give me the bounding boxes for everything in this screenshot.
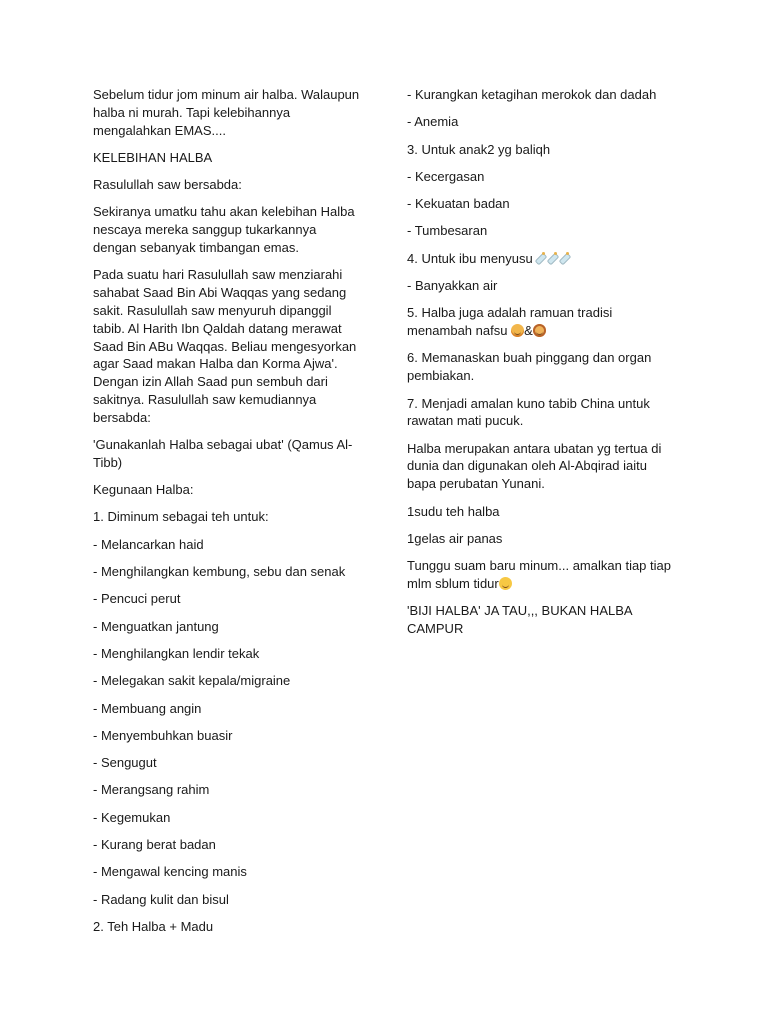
baby-bottle-icon — [545, 252, 557, 265]
paragraph: 1sudu teh halba — [407, 503, 500, 519]
list-item: - Menyembuhkan buasir — [93, 727, 233, 743]
list-item: - Melancarkan haid — [93, 536, 204, 552]
list-item: - Kurang berat badan — [93, 837, 216, 852]
left-column — [93, 86, 361, 945]
woman-face-icon — [533, 324, 546, 337]
paragraph — [407, 557, 679, 593]
list-item: - Radang kulit dan bisul — [93, 891, 229, 907]
list-heading — [407, 250, 679, 268]
list-item: - Menghilangkan kembung, sebu dan senak — [93, 564, 346, 580]
paragraph: Sebelum tidur jom minum air halba. Walaupun halba ni murah. Tapi kelebihannya mengalahkan EMAS.... — [93, 87, 360, 138]
paragraph: 'BIJI HALBA' JA TAU,,, BUKAN HALBA CAMPUR — [407, 603, 632, 637]
list-item: - Tumbesaran — [407, 223, 488, 239]
list-item: - Anemia — [407, 114, 459, 130]
paragraph: Sekiranya umatku tahu akan kelebihan Halba nescaya mereka sanggup tukarkannya dengan sebanyak timbangan emas. — [93, 204, 355, 256]
list-item: - Melegakan sakit kepala/migraine — [93, 673, 291, 689]
paragraph: Kegunaan Halba: — [93, 482, 194, 498]
list-heading-text: 4. Untuk ibu menyusu — [407, 250, 533, 266]
list-item: - Menghilangkan lendir tekak — [93, 645, 260, 661]
list-item: - Merangsang rahim — [93, 782, 210, 798]
paragraph-text: Tunggu suam baru minum... amalkan tiap tiap mlm sblum tidur — [407, 558, 671, 591]
smiling-face-icon — [499, 577, 512, 590]
list-item: - Kekuatan badan — [407, 196, 510, 212]
baby-bottle-icon — [533, 252, 545, 265]
paragraph: Halba merupakan antara ubatan yg tertua di dunia dan digunakan oleh Al-Abqirad iaitu bapa perubatan Yunani. — [407, 440, 662, 492]
list-heading: 7. Menjadi amalan kuno tabib China untuk rawatan mati pucuk. — [407, 395, 650, 429]
list-item: - Sengugut — [93, 755, 157, 771]
ampersand: & — [524, 323, 533, 339]
list-heading: 3. Untuk anak2 yg baliqh — [407, 141, 551, 157]
paragraph: Rasulullah saw bersabda: — [93, 177, 242, 193]
man-face-icon — [511, 324, 524, 337]
baby-bottle-icon — [557, 252, 569, 265]
list-item: - Pencuci perut — [93, 591, 181, 607]
list-item: - Kegemukan — [93, 809, 171, 825]
list-item: - Mengawal kencing manis — [93, 864, 247, 880]
list-item: - Membuang angin — [93, 700, 202, 716]
list-heading: 6. Memanaskan buah pinggang dan organ pembiakan. — [407, 350, 652, 384]
list-item: - Banyakkan air — [407, 278, 498, 294]
list-heading: 2. Teh Halba + Madu — [93, 918, 214, 934]
right-column — [407, 86, 679, 647]
paragraph: Pada suatu hari Rasulullah saw menziarahi sahabat Saad Bin Abi Waqqas yang sedang sakit. Rasulullah saw menyuruh dipanggil tabib. Al Harith Ibn Qaldah datang merawat Saad Bin ABu Waqqas. Beliau mengesyorkan agar Saad makan Halba dan Korma Ajwa'. Dengan izin Allah Saad pun sembuh dari sakitnya. Rasulullah saw kemudiannya bersabda: — [93, 267, 357, 425]
list-heading-text: 5. Halba juga adalah ramuan tradisi menambah nafsu — [407, 305, 613, 339]
paragraph: 1gelas air panas — [407, 530, 503, 546]
section-heading: KELEBIHAN HALBA — [93, 149, 213, 165]
paragraph: 'Gunakanlah Halba sebagai ubat' (Qamus Al-Tibb) — [93, 437, 353, 470]
list-heading: 1. Diminum sebagai teh untuk: — [93, 509, 269, 525]
list-heading — [407, 304, 679, 340]
list-item: - Kurangkan ketagihan merokok dan dadah — [407, 87, 657, 102]
list-item: - Kecergasan — [407, 168, 485, 184]
list-item: - Menguatkan jantung — [93, 618, 219, 634]
